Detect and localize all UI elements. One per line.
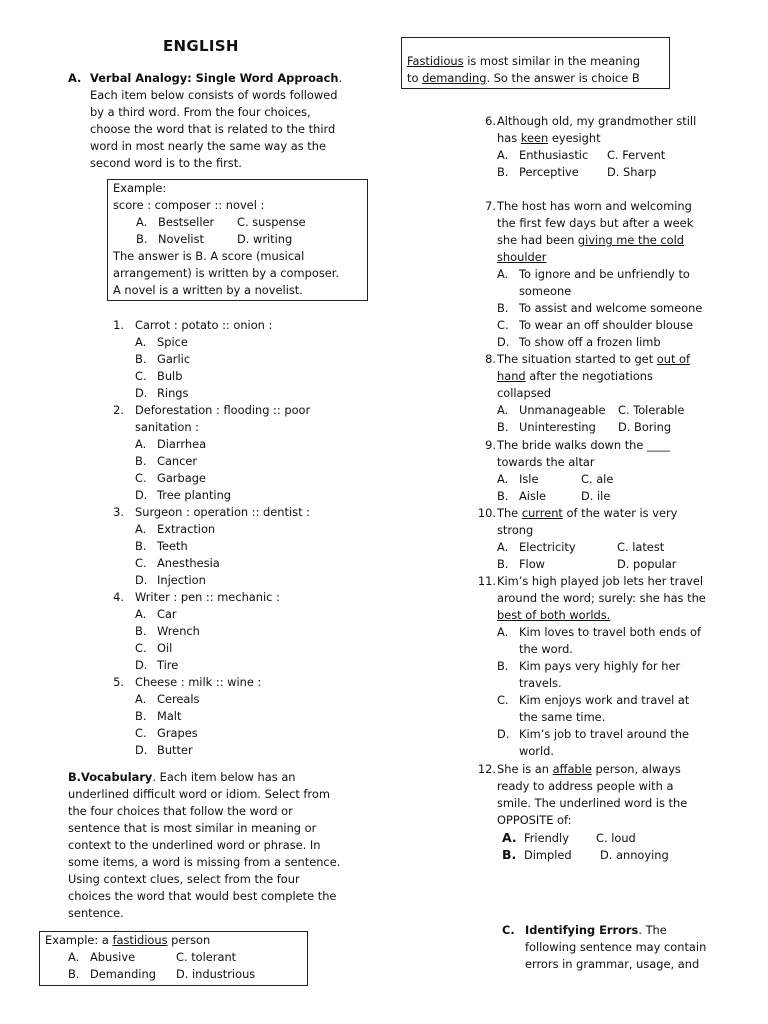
question-12-text: She is an affable person, always ready to address people with a smile. The underlined word is the OPPOSITE of: bbox=[497, 762, 688, 827]
option-row: D. Tree planting bbox=[135, 488, 232, 502]
page-title: ENGLISH bbox=[163, 37, 239, 55]
option-row: A. Extraction bbox=[135, 522, 216, 536]
vocabulary-answer-box bbox=[401, 37, 670, 89]
option-row: A. Diarrhea bbox=[135, 437, 207, 451]
option-row: A. To ignore and be unfriendly to someone bbox=[497, 267, 690, 298]
option-row: D. Butter bbox=[135, 743, 193, 757]
section-b-intro: B.Vocabulary. Each item below has an underlined difficult word or idiom. Select from the four choices that follow the word or sentence that is most similar in meaning or context to the underlined word or phrase. In some items, a word is missing from a sentence. Using context clues, select from the four choices the word that would best complete the sentence. bbox=[68, 770, 341, 920]
question-3-text: Surgeon : operation :: dentist : bbox=[135, 505, 310, 519]
option-row: A. Unmanageable C. Tolerable bbox=[497, 403, 685, 417]
section-c-intro: Identifying Errors. The following sentence may contain errors in grammar, usage, and bbox=[525, 923, 707, 971]
example-option-row: A. Bestseller C. suspense bbox=[136, 215, 306, 229]
option-row: A. Spice bbox=[135, 335, 188, 349]
question-number: 8. bbox=[485, 352, 496, 366]
option-row: B. Aisle D. ile bbox=[497, 489, 611, 503]
option-row: B. Perceptive D. Sharp bbox=[497, 165, 657, 179]
question-number: 2. bbox=[113, 403, 124, 417]
question-4-text: Writer : pen :: mechanic : bbox=[135, 590, 280, 604]
question-11-text: Kim’s high played job lets her travel around the word; surely: she has the best of both worlds. bbox=[497, 574, 706, 622]
option-row: C. Bulb bbox=[135, 369, 183, 383]
section-a-heading: Verbal Analogy: Single Word Approach. bbox=[90, 71, 343, 85]
question-10-text: The current of the water is very strong bbox=[497, 506, 678, 537]
question-number: 1. bbox=[113, 318, 124, 332]
example-label: Example: bbox=[113, 181, 167, 195]
option-row: B. Flow D. popular bbox=[497, 557, 677, 571]
option-row: D. Rings bbox=[135, 386, 189, 400]
section-b-example-box bbox=[39, 931, 308, 986]
option-row: C. Kim enjoys work and travel at the same time. bbox=[497, 693, 690, 724]
option-row: C. Oil bbox=[135, 641, 173, 655]
question-number: 11. bbox=[477, 574, 496, 588]
option-row: A. Enthusiastic C. Fervent bbox=[497, 148, 666, 162]
question-1-text: Carrot : potato :: onion : bbox=[135, 318, 273, 332]
question-number: 4. bbox=[113, 590, 124, 604]
question-8-text: The situation started to get out of hand after the negotiations collapsed bbox=[497, 352, 691, 400]
option-row: A. Friendly C. loud bbox=[502, 830, 636, 845]
question-number: 5. bbox=[113, 675, 124, 689]
option-row: B. Kim pays very highly for her travels. bbox=[497, 659, 681, 690]
option-row: A. Electricity C. latest bbox=[497, 540, 665, 554]
option-row: D. Tire bbox=[135, 658, 179, 672]
question-7-text: The host has worn and welcoming the first few days but after a week she had been giving me the cold shoulder bbox=[497, 199, 694, 264]
option-row: A. Kim loves to travel both ends of the word. bbox=[497, 625, 702, 656]
option-row: B. Wrench bbox=[135, 624, 200, 638]
question-2-text: Deforestation : flooding :: poor sanitation : bbox=[135, 403, 311, 434]
example-b-stem: Example: a fastidious person bbox=[45, 933, 211, 947]
option-row: B. Uninteresting D. Boring bbox=[497, 420, 672, 434]
option-row: B. Teeth bbox=[135, 539, 188, 553]
option-row: C. Anesthesia bbox=[135, 556, 220, 570]
answer-line-2: to demanding. So the answer is choice B bbox=[407, 71, 640, 85]
answer-line-1: Fastidious is most similar in the meaning bbox=[407, 54, 641, 68]
section-b-heading: B.Vocabulary bbox=[68, 770, 153, 784]
question-9-text: The bride walks down the ____ towards the altar bbox=[497, 438, 670, 469]
option-row: B. Dimpled D. annoying bbox=[502, 847, 669, 862]
right-column bbox=[384, 0, 768, 1024]
question-number: 9. bbox=[485, 438, 496, 452]
question-number: 10. bbox=[477, 506, 496, 520]
section-c-letter: C. bbox=[502, 923, 515, 937]
example-option-row: A. Abusive C. tolerant bbox=[68, 950, 237, 964]
example-option-row: B. Demanding D. industrious bbox=[68, 967, 256, 981]
option-row: C. Garbage bbox=[135, 471, 206, 485]
option-row: A. Car bbox=[135, 607, 177, 621]
option-row: A. Isle C. ale bbox=[497, 472, 614, 486]
section-a-example-box bbox=[107, 179, 368, 301]
question-number: 12. bbox=[477, 762, 496, 776]
option-row: D. Kim’s job to travel around the world. bbox=[497, 727, 689, 758]
question-number: 6. bbox=[485, 114, 496, 128]
question-5-text: Cheese : milk :: wine : bbox=[135, 675, 262, 689]
question-6-text: Although old, my grandmother still has keen eyesight bbox=[497, 114, 697, 145]
option-row: B. Malt bbox=[135, 709, 182, 723]
option-row: A. Cereals bbox=[135, 692, 200, 706]
option-row: B. Garlic bbox=[135, 352, 191, 366]
example-stem: score : composer :: novel : bbox=[113, 198, 265, 212]
question-number: 3. bbox=[113, 505, 124, 519]
option-row: D. Injection bbox=[135, 573, 206, 587]
section-a-letter: A. bbox=[68, 71, 82, 85]
example-option-row: B. Novelist D. writing bbox=[136, 232, 293, 246]
section-a-intro: Each item below consists of words followed by a third word. From the four choices, choose the word that is related to the third word in most nearly the same way as the second word is to the first. bbox=[90, 88, 338, 170]
option-row: B. Cancer bbox=[135, 454, 198, 468]
option-row: C. Grapes bbox=[135, 726, 198, 740]
option-row: B. To assist and welcome someone bbox=[497, 301, 703, 315]
option-row: C. To wear an off shoulder blouse bbox=[497, 318, 694, 332]
option-row: D. To show off a frozen limb bbox=[497, 335, 661, 349]
example-answer: The answer is B. A score (musical arrangement) is written by a composer. A novel is a written by a novelist. bbox=[113, 249, 340, 297]
question-number: 7. bbox=[485, 199, 496, 213]
section-c-heading: Identifying Errors bbox=[525, 923, 639, 937]
